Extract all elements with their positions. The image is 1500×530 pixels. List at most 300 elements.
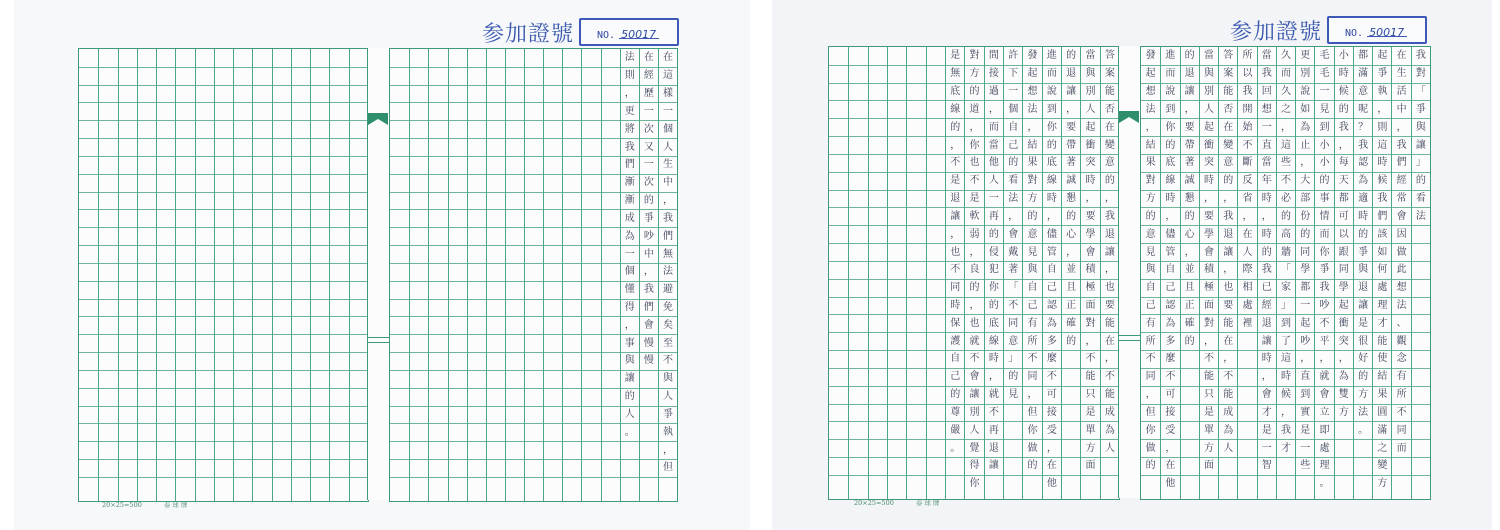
- grid-cell: [907, 136, 925, 154]
- grid-cell: [1004, 439, 1022, 457]
- grid-column: [1295, 47, 1314, 499]
- grid-cell: [99, 370, 117, 388]
- grid-cell: [253, 156, 271, 174]
- grid-cell: [946, 475, 964, 493]
- grid-cell: [563, 245, 581, 263]
- grid-cell: 人: [1238, 243, 1256, 261]
- grid-cell: [119, 245, 137, 263]
- grid-cell: [234, 85, 252, 103]
- grid-cell: 每: [1335, 154, 1353, 172]
- grid-cell: 才: [1258, 404, 1276, 422]
- grid-cell: 人: [621, 406, 639, 424]
- grid-cell: [506, 370, 524, 388]
- grid-cell: [196, 441, 214, 459]
- grid-cell: 方: [1354, 386, 1372, 404]
- page-footer-right: [854, 498, 961, 507]
- grid-cell: [99, 138, 117, 156]
- grid-cell: [273, 174, 291, 192]
- grid-spec: 20×25=500: [102, 501, 142, 509]
- grid-cell: [292, 352, 310, 370]
- grid-cell: [602, 477, 620, 495]
- grid-cell: [311, 138, 329, 156]
- grid-cell: [196, 459, 214, 477]
- grid-cell: 衝: [1200, 136, 1218, 154]
- grid-cell: [350, 352, 368, 370]
- grid-cell: [449, 441, 467, 459]
- grid-cell: [79, 138, 98, 156]
- grid-cell: [602, 423, 620, 441]
- grid-cell: [429, 441, 447, 459]
- grid-cell: [907, 404, 925, 422]
- grid-cell: ，: [1315, 350, 1333, 368]
- grid-cell: [869, 261, 887, 279]
- grid-cell: 會: [1258, 386, 1276, 404]
- grid-cell: [849, 386, 867, 404]
- grid-cell: [215, 477, 233, 495]
- grid-cell: [273, 388, 291, 406]
- grid-cell: [119, 192, 137, 210]
- grid-cell: 侵: [985, 243, 1003, 261]
- grid-cell: 認: [1043, 297, 1061, 315]
- grid-cell: 學: [1200, 225, 1218, 243]
- grid-cell: [544, 49, 562, 67]
- grid-cell: [138, 263, 156, 281]
- grid-cell: 想: [1023, 83, 1041, 101]
- grid-cell: [410, 67, 428, 85]
- grid-cell: [487, 138, 505, 156]
- grid-cell: 認: [1161, 297, 1179, 315]
- grid-cell: 說: [1043, 83, 1061, 101]
- grid-cell: [525, 406, 543, 424]
- grid-cell: 中: [659, 174, 677, 192]
- grid-cell: 樣: [659, 85, 677, 103]
- grid-cell: [582, 174, 600, 192]
- grid-cell: [602, 352, 620, 370]
- grid-cell: [449, 352, 467, 370]
- grid-cell: [234, 174, 252, 192]
- grid-cell: [429, 316, 447, 334]
- grid-cell: [449, 370, 467, 388]
- grid-cell: [330, 102, 348, 120]
- grid-cell: 人: [985, 172, 1003, 190]
- grid-cell: [330, 245, 348, 263]
- grid-cell: [563, 120, 581, 138]
- grid-cell: 時: [1043, 190, 1061, 208]
- grid-cell: 答: [1104, 49, 1115, 61]
- grid-cell: [410, 281, 428, 299]
- grid-cell: ，: [1141, 386, 1160, 404]
- grid-column: [1218, 47, 1237, 499]
- grid-cell: 能: [1101, 386, 1119, 404]
- grid-cell: 到: [1315, 118, 1333, 136]
- grid-cell: 生: [1392, 65, 1410, 83]
- grid-cell: [869, 314, 887, 332]
- grid-cell: [563, 352, 581, 370]
- grid-cell: 讓: [1101, 243, 1119, 261]
- grid-cell: [273, 120, 291, 138]
- grid-cell: ，: [1043, 439, 1061, 457]
- grid-cell: 免: [659, 299, 677, 317]
- grid-cell: [582, 138, 600, 156]
- grid-cell: [215, 120, 233, 138]
- grid-cell: [234, 299, 252, 317]
- grid-cell: [1412, 297, 1430, 315]
- grid-cell: [119, 85, 137, 103]
- grid-cell: [253, 370, 271, 388]
- grid-cell: 保: [946, 314, 964, 332]
- grid-cell: 人: [1081, 100, 1099, 118]
- grid-cell: [506, 334, 524, 352]
- grid-cell: 確: [1181, 314, 1199, 332]
- grid-column: [118, 49, 137, 501]
- grid-cell: [869, 457, 887, 475]
- grid-cell: [525, 263, 543, 281]
- grid-cell: [563, 67, 581, 85]
- grid-cell: 到: [1296, 386, 1314, 404]
- grid-column: [79, 49, 98, 501]
- grid-cell: 否: [1219, 100, 1237, 118]
- grid-column: [467, 49, 486, 501]
- grid-cell: 次: [640, 174, 658, 192]
- grid-cell: 滿: [1373, 421, 1391, 439]
- grid-cell: [196, 174, 214, 192]
- grid-cell: [582, 102, 600, 120]
- grid-cell: [273, 156, 291, 174]
- grid-cell: 們: [621, 156, 639, 174]
- grid-cell: [849, 439, 867, 457]
- grid-cell: [563, 85, 581, 103]
- grid-cell: 再: [985, 421, 1003, 439]
- grid-cell: [907, 457, 925, 475]
- grid-cell: [350, 174, 368, 192]
- grid-cell: [234, 67, 252, 85]
- grid-cell: 情: [1315, 207, 1333, 225]
- grid-cell: 又: [640, 138, 658, 156]
- grid-cell: 一: [1315, 83, 1333, 101]
- grid-cell: 是: [1296, 421, 1314, 439]
- grid-column: [448, 49, 467, 501]
- grid-cell: [273, 299, 291, 317]
- grid-cell: 些: [1296, 457, 1314, 475]
- grid-cell: [544, 120, 562, 138]
- grid-cell: [215, 85, 233, 103]
- grid-cell: [119, 477, 137, 495]
- grid-cell: [640, 406, 658, 424]
- grid-cell: [410, 441, 428, 459]
- grid-cell: [487, 299, 505, 317]
- grid-cell: ，: [965, 118, 983, 136]
- grid-cell: 我: [1354, 136, 1372, 154]
- grid-cell: 線: [1043, 172, 1061, 190]
- grid-cell: 久: [1277, 83, 1295, 101]
- grid-cell: 進: [1046, 49, 1057, 61]
- grid-cell: 方: [965, 65, 983, 83]
- grid-cell: [506, 441, 524, 459]
- grid-column: [1276, 47, 1295, 499]
- grid-cell: [215, 174, 233, 192]
- grid-cell: [849, 475, 867, 493]
- grid-cell: [410, 245, 428, 263]
- grid-cell: [449, 227, 467, 245]
- grid-cell: 即: [1315, 421, 1333, 439]
- grid-cell: [487, 441, 505, 459]
- grid-cell: [907, 314, 925, 332]
- grid-cell: 人: [1101, 439, 1119, 457]
- grid-cell: 你: [1161, 118, 1179, 136]
- grid-cell: 」: [1004, 350, 1022, 368]
- grid-cell: [602, 192, 620, 210]
- grid-cell: [1335, 439, 1353, 457]
- grid-cell: 我: [659, 209, 677, 227]
- grid-cell: ，: [1258, 207, 1276, 225]
- grid-cell: 得: [621, 299, 639, 317]
- grid-cell: 毛: [1319, 49, 1330, 61]
- grid-cell: 小: [1338, 49, 1349, 61]
- grid-cell: [907, 118, 925, 136]
- grid-cell: 說: [1296, 83, 1314, 101]
- grid-cell: 慢: [640, 334, 658, 352]
- grid-cell: [234, 138, 252, 156]
- grid-cell: [468, 120, 486, 138]
- grid-cell: [234, 334, 252, 352]
- grid-cell: 可: [1161, 386, 1179, 404]
- grid-column: [233, 49, 252, 501]
- grid-cell: [253, 245, 271, 263]
- grid-cell: [468, 388, 486, 406]
- grid-cell: 衝: [1081, 136, 1099, 154]
- grid-cell: 的: [1181, 207, 1199, 225]
- grid-cell: 同: [1004, 314, 1022, 332]
- grid-cell: ？: [1354, 118, 1372, 136]
- grid-cell: 在: [1101, 118, 1119, 136]
- grid-cell: [869, 439, 887, 457]
- grid-cell: 不: [965, 172, 983, 190]
- grid-cell: [888, 475, 906, 493]
- grid-cell: [907, 279, 925, 297]
- grid-cell: 確: [1062, 314, 1080, 332]
- grid-cell: [506, 120, 524, 138]
- grid-cell: [253, 192, 271, 210]
- grid-cell: [292, 138, 310, 156]
- grid-cell: [563, 209, 581, 227]
- grid-column: [252, 49, 271, 501]
- grid-cell: 與: [621, 352, 639, 370]
- grid-column: [581, 49, 600, 501]
- grid-cell: [119, 174, 137, 192]
- grid-cell: 不: [659, 352, 677, 370]
- grid-cell: [1258, 475, 1276, 493]
- grid-cell: [234, 477, 252, 495]
- grid-cell: 漸: [621, 174, 639, 192]
- grid-cell: 當: [985, 136, 1003, 154]
- grid-cell: [253, 209, 271, 227]
- grid-cell: [487, 263, 505, 281]
- grid-cell: 意: [1219, 154, 1237, 172]
- grid-cell: [253, 441, 271, 459]
- grid-cell: [119, 156, 137, 174]
- grid-cell: 與: [1141, 261, 1160, 279]
- grid-cell: [829, 439, 848, 457]
- grid-cell: [602, 441, 620, 459]
- grid-cell: [292, 370, 310, 388]
- grid-cell: [907, 172, 925, 190]
- grid-cell: [234, 120, 252, 138]
- grid-cell: [1238, 332, 1256, 350]
- grid-cell: [582, 263, 600, 281]
- grid-cell: [640, 370, 658, 388]
- grid-cell: [390, 370, 409, 388]
- grid-cell: [253, 334, 271, 352]
- grid-cell: [79, 477, 98, 495]
- grid-cell: [292, 85, 310, 103]
- grid-cell: [1200, 475, 1218, 493]
- grid-cell: [330, 299, 348, 317]
- grid-cell: 起: [1081, 118, 1099, 136]
- grid-cell: 年: [1258, 172, 1276, 190]
- grid-cell: [582, 120, 600, 138]
- grid-cell: 過: [985, 83, 1003, 101]
- grid-cell: [927, 47, 945, 65]
- grid-cell: [350, 156, 368, 174]
- grid-cell: [582, 299, 600, 317]
- grid-cell: [196, 406, 214, 424]
- grid-cell: 的: [1181, 332, 1199, 350]
- grid-cell: 著: [1062, 154, 1080, 172]
- grid-cell: 極: [1081, 279, 1099, 297]
- grid-cell: [311, 263, 329, 281]
- grid-cell: [410, 156, 428, 174]
- grid-cell: [99, 49, 117, 67]
- grid-cell: ，: [1043, 207, 1061, 225]
- grid-cell: [907, 475, 925, 493]
- grid-cell: [1296, 475, 1314, 493]
- grid-cell: [157, 209, 175, 227]
- grid-cell: [506, 67, 524, 85]
- grid-column: [658, 49, 677, 501]
- grid-cell: [849, 404, 867, 422]
- grid-cell: 為: [1296, 118, 1314, 136]
- grid-cell: [350, 423, 368, 441]
- grid-cell: 我: [1238, 83, 1256, 101]
- grid-cell: 好: [1354, 350, 1372, 368]
- grid-cell: [429, 406, 447, 424]
- grid-cell: [273, 316, 291, 334]
- grid-cell: [582, 209, 600, 227]
- grid-cell: [234, 192, 252, 210]
- grid-cell: 都: [1335, 190, 1353, 208]
- grid-cell: [829, 100, 848, 118]
- grid-cell: 是: [950, 49, 961, 61]
- grid-cell: [311, 477, 329, 495]
- grid-cell: [350, 85, 368, 103]
- grid-cell: 結: [1141, 136, 1160, 154]
- grid-cell: [1062, 421, 1080, 439]
- grid-cell: 這: [1277, 136, 1295, 154]
- grid-cell: 面: [1200, 297, 1218, 315]
- grid-cell: [869, 154, 887, 172]
- grid-cell: 而: [1043, 65, 1061, 83]
- grid-cell: 案: [1101, 65, 1119, 83]
- grid-cell: [927, 439, 945, 457]
- grid-cell: 的: [1062, 207, 1080, 225]
- grid-cell: 的: [1141, 457, 1160, 475]
- grid-cell: 下: [1004, 65, 1022, 83]
- grid-cell: 結: [1023, 136, 1041, 154]
- grid-cell: 弱: [965, 225, 983, 243]
- grid-cell: 這: [1373, 136, 1391, 154]
- grid-cell: [849, 297, 867, 315]
- grid-cell: 退: [1181, 65, 1199, 83]
- grid-cell: 避: [659, 281, 677, 299]
- grid-cell: ，: [1101, 350, 1119, 368]
- grid-cell: [390, 477, 409, 495]
- grid-cell: 時: [1335, 65, 1353, 83]
- grid-cell: [1181, 457, 1199, 475]
- grid-cell: 部: [1296, 190, 1314, 208]
- grid-cell: [215, 316, 233, 334]
- grid-cell: [119, 138, 137, 156]
- grid-cell: 呢: [1354, 100, 1372, 118]
- grid-cell: [196, 67, 214, 85]
- grid-cell: [506, 209, 524, 227]
- grid-column: [1353, 47, 1372, 499]
- grid-cell: 如: [1373, 243, 1391, 261]
- grid-cell: [253, 352, 271, 370]
- grid-cell: [196, 85, 214, 103]
- grid-cell: [410, 370, 428, 388]
- grid-cell: [273, 67, 291, 85]
- grid-cell: [582, 192, 600, 210]
- grid-cell: [253, 459, 271, 477]
- grid-cell: 有: [1023, 314, 1041, 332]
- grid-cell: [506, 352, 524, 370]
- grid-cell: 對: [1412, 65, 1430, 83]
- grid-cell: [829, 404, 848, 422]
- grid-cell: 起: [1023, 65, 1041, 83]
- grid-cell: [829, 332, 848, 350]
- grid-cell: [582, 281, 600, 299]
- grid-cell: 懇: [1181, 190, 1199, 208]
- grid-cell: 法: [624, 51, 635, 63]
- grid-cell: [429, 477, 447, 495]
- grid-cell: [119, 406, 137, 424]
- grid-cell: [1181, 404, 1199, 422]
- grid-cell: 在: [1043, 457, 1061, 475]
- grid-column: [926, 47, 945, 499]
- grid-cell: [525, 174, 543, 192]
- grid-cell: ，: [659, 192, 677, 210]
- grid-cell: [888, 457, 906, 475]
- grid-cell: [1238, 386, 1256, 404]
- grid-cell: 學: [1335, 279, 1353, 297]
- grid-cell: [234, 209, 252, 227]
- grid-cell: [869, 279, 887, 297]
- grid-cell: 只: [1081, 386, 1099, 404]
- grid-cell: [311, 316, 329, 334]
- grid-cell: 接: [1161, 404, 1179, 422]
- grid-cell: [410, 352, 428, 370]
- grid-cell: 候: [1335, 83, 1353, 101]
- grid-cell: [157, 316, 175, 334]
- grid-cell: [869, 136, 887, 154]
- grid-cell: ，: [640, 263, 658, 281]
- grid-cell: [602, 245, 620, 263]
- grid-cell: 極: [1200, 279, 1218, 297]
- grid-cell: [292, 174, 310, 192]
- grid-cell: 爭: [1315, 261, 1333, 279]
- grid-cell: [1062, 368, 1080, 386]
- grid-cell: [602, 49, 620, 67]
